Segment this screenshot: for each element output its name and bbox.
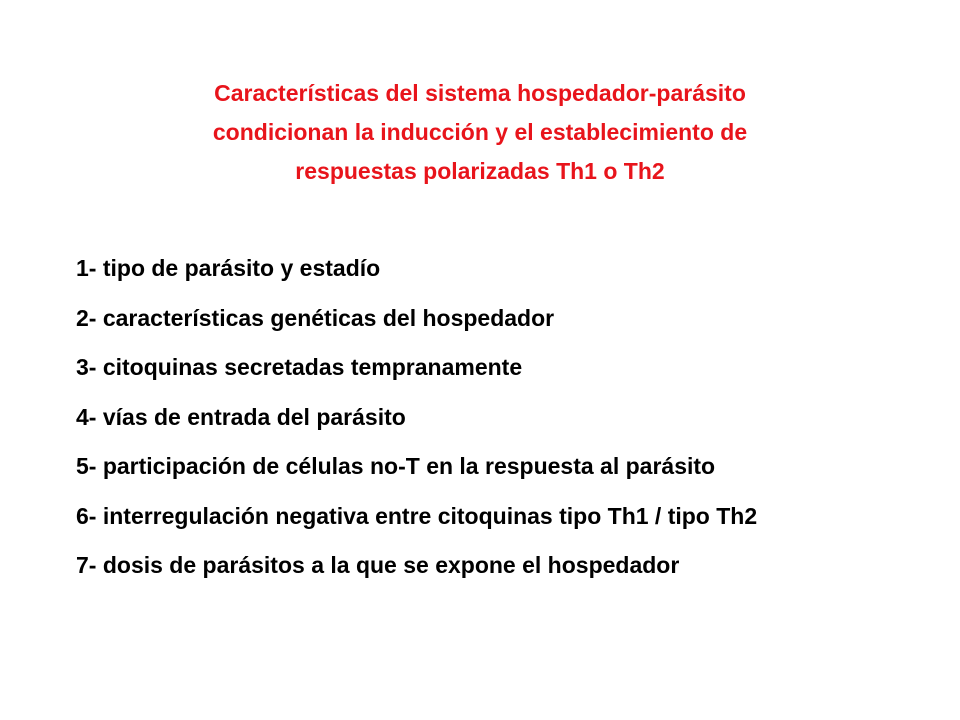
factor-list [76, 244, 946, 591]
list-item: 4- vías de entrada del parásito [76, 403, 406, 430]
list-item: 6- interregulación negativa entre citoquinas tipo Th1 / tipo Th2 [76, 502, 758, 529]
slide-title [80, 74, 880, 191]
list-item: 3- citoquinas secretadas tempranamente [76, 354, 523, 380]
slide-title-line: condicionan la inducción y el establecimiento de [212, 119, 748, 145]
list-item: 5- participación de células no-T en la respuesta al parásito [76, 453, 716, 479]
list-item: 1- tipo de parásito y estadío [76, 255, 381, 281]
list-item: 7- dosis de parásitos a la que se expone el hospedador [76, 552, 680, 578]
list-item: 2- características genéticas del hospedador [76, 304, 555, 331]
slide-title-line: Características del sistema hospedador-parásito [214, 80, 746, 106]
slide-title-line: respuestas polarizadas Th1 o Th2 [295, 158, 665, 184]
